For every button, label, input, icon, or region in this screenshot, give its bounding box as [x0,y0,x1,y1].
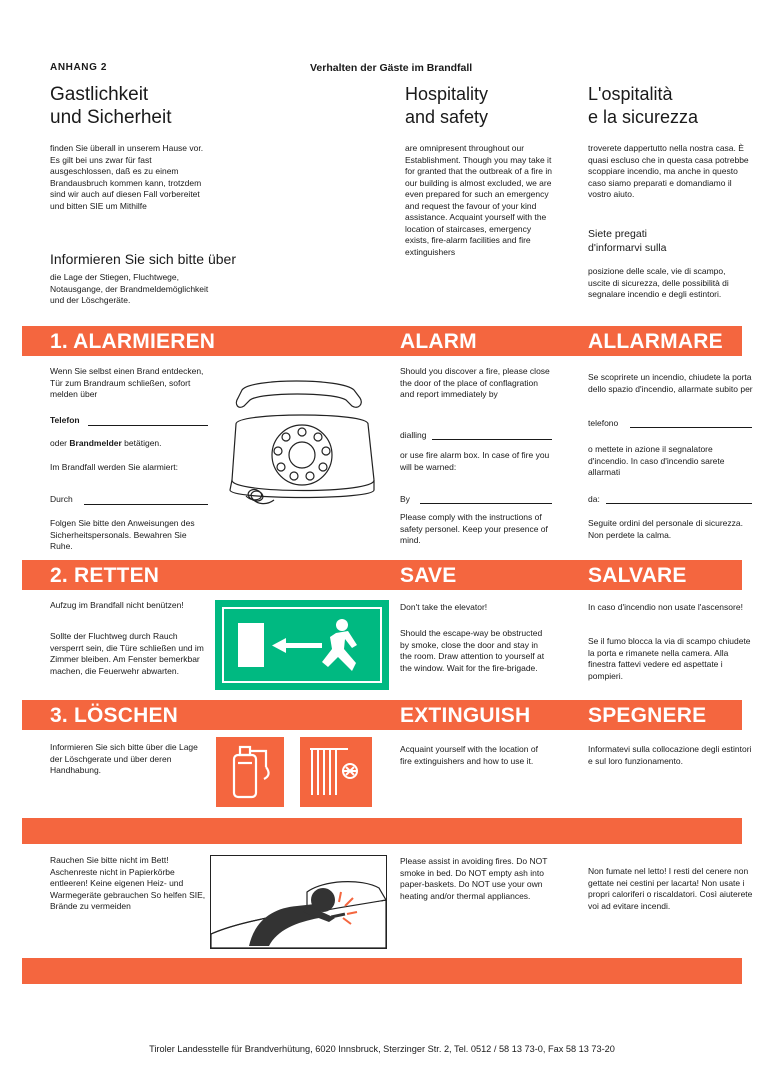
alarm-telefono-fill-line [630,426,752,428]
alarm-durch-fill-line [84,503,208,505]
alarm-by-fill-line [420,502,552,504]
inform-heading-de: Informieren Sie sich bitte über [50,251,236,267]
nosmoking-text-it: Non fumate nel letto! I resti del cenere non gettate nei cestini per lacarta! Non usate i propri caloriferi o riscaldatori. Così aiuterete voi ad evitare incendi. [588,866,753,911]
section-title-en-3: EXTINGUISH [400,704,531,727]
extinguish-text-de: Informieren Sie sich bitte über die Lage der Löschgerate und über deren Handhabung. [50,742,198,775]
intro-paragraph-en: are omnipresent throughout our Establishment. Though you may take it for granted that the outbreak of a fire in our building is almost excluded, we are even prepared for such an emergency and request the favour of your kind assistance. Acquaint yourself with the location of staircases, emergency exists, fire-alarm facilities and fire extinguishers [405,143,552,257]
title-it-line1: L'ospitalità [588,84,673,104]
section-title-it-2: SALVARE [588,564,687,587]
intro-paragraph-it: troverete dappertutto nella nostra casa. È quasi escluso che in questa casa potrebbe scoppiare incendio, ma anche in questo caso siamo preparati e domandiamo il vostro aiuto. [588,143,749,199]
title-it-line2: e la sicurezza [588,107,699,127]
section-title-de-1: 1. ALARMIEREN [50,330,216,353]
alarm-text-en-2: or use fire alarm box. In case of fire you will be warned: [400,450,550,472]
rotary-telephone-icon [222,372,382,520]
extinguish-text-it: Informatevi sulla collocazione degli estintori e sul loro funzionamento. [588,744,752,766]
page-title-de [50,83,171,129]
alarm-text-en-1: Should you discover a fire, please close the door of the place of conflagration and report immediately by [400,366,550,399]
alarm-text-it-2: o mettete in azione il segnalatore d'incendio. In caso d'incendio sarete allarmati [588,444,725,477]
section-title-it-3: SPEGNERE [588,704,707,727]
section-title-de-3: 3. LÖSCHEN [50,704,179,727]
save-text-en-1: Don't take the elevator! [400,602,488,612]
page-title-it [588,83,698,129]
section-title-de-2: 2. RETTEN [50,564,160,587]
alarm-text-en-3: Please comply with the instructions of safety personel. Keep your presence of mind. [400,512,548,545]
inform-heading-it-line1: Siete pregati [588,228,647,240]
alarm-label-durch: Durch [50,494,73,504]
inform-body-de: die Lage der Stiegen, Fluchtwege, Notausgange, der Brandmeldemöglichkeit und der Löschgeräte. [50,272,209,305]
title-en-line2: and safety [405,107,489,127]
section-band-bottom [22,958,742,984]
inform-body-it: posizione delle scale, vie di scampo, uscite di sicurezza, delle possibilità di segnalare incendio e degli estintori. [588,266,729,299]
alarm-dialling-fill-line [432,438,552,440]
alarm-label-dialling: dialling [400,430,427,440]
section-title-it-1: ALLARMARE [588,330,723,353]
inform-heading-it [588,228,750,255]
section-title-en-1: ALARM [400,330,477,353]
center-heading: Verhalten der Gäste im Brandfall [310,62,473,74]
save-text-de-1: Aufzug im Brandfall nicht benützen! [50,600,184,610]
alarm-text-it-1: Se scoprirete un incendio, chiudete la porta dello spazio d'incendio, allarmate subito per [588,372,753,394]
footer-imprint: Tiroler Landesstelle für Brandverhütung, 6020 Innsbruck, Sterzinger Str. 2, Tel. 0512 / 58 13 73-0, Fax 58 13 73-20 [149,1044,615,1054]
alarm-telefon-fill-line [88,424,208,426]
inform-heading-it-line2: d'informarvi sulla [588,241,667,254]
save-text-it-2: Se il fumo blocca la via di scampo chiudete la porta e rimanete nella camera. Alla finestra fattevi vedere ed aspettate i pompieri. [588,636,751,681]
alarm-label-by: By [400,494,410,504]
alarm-text-de-1: Wenn Sie selbst einen Brand entdecken, Tür zum Brandraum schließen, sofort melden über [50,366,204,399]
alarm-text-it-3: Seguite ordini del personale di sicurezza. Non perdete la calma. [588,518,743,540]
alarm-text-de-2-prefix: oder [50,438,70,448]
save-text-de-2: Sollte der Fluchtweg durch Rauch versperrt sein, die Türe schließen und im Zimmer bleiben. Am Fenster bemerkbar machen, die Feuerwehr abwarten. [50,631,204,676]
fire-hose-reel-icon [300,737,372,807]
section-band-blank [22,818,742,844]
appendix-label: ANHANG 2 [50,62,108,73]
alarm-text-de-4: Folgen Sie bitte den Anweisungen des Sicherheitspersonals. Bewahren Sie Ruhe. [50,518,195,551]
intro-paragraph-de: finden Sie überall in unserem Hause vor. Es gilt bei uns zwar für fast ausgeschlossen, daß es zu einem Brandausbruch kommen kann, trotzdem sind wir auch auf diesen Fall vorbereitet und bitten SIE um Mithilfe [50,143,204,211]
alarm-text-de-2-bold: Brandmelder [69,438,122,448]
section-title-en-2: SAVE [400,564,457,587]
page-title-en [405,83,488,129]
alarm-label-telefono: telefono [588,418,619,428]
alarm-text-de-2 [50,438,210,450]
alarm-text-de-3: Im Brandfall werden Sie alarmiert: [50,462,179,472]
title-en-line1: Hospitality [405,84,489,104]
alarm-text-de-2-suffix: betätigen. [121,438,162,448]
emergency-exit-running-man-icon [215,600,389,690]
fire-extinguisher-icon [216,737,284,807]
alarm-da-fill-line [606,502,752,504]
title-de-line1: Gastlichkeit [50,84,149,105]
nosmoking-text-de: Rauchen Sie bitte nicht im Bett! Aschenreste nicht in Papierkörbe entleeren! Keine eigenen Heiz- und Warmegeräte gebrauchen So helfen SIE, Brände zu vermeiden [50,855,206,911]
save-text-en-2: Should the escape-way be obstructed by smoke, close the door and stay in the room. Draw attention to yourself at the window. Wait for the fire-brigade. [400,628,545,673]
alarm-label-da: da: [588,494,600,504]
save-text-it-1: In caso d'incendio non usate l'ascensore! [588,602,743,612]
no-smoking-in-bed-icon [210,855,387,949]
alarm-label-telefon: Telefon [50,415,80,425]
extinguish-text-en: Acquaint yourself with the location of fire extinguishers and how to use it. [400,744,538,766]
nosmoking-text-en: Please assist in avoiding fires. Do NOT smoke in bed. Do NOT empty ash into paper-baskets. Do NOT use your own heating and/or thermal appliances. [400,856,548,901]
title-de-line2: und Sicherheit [50,107,172,128]
